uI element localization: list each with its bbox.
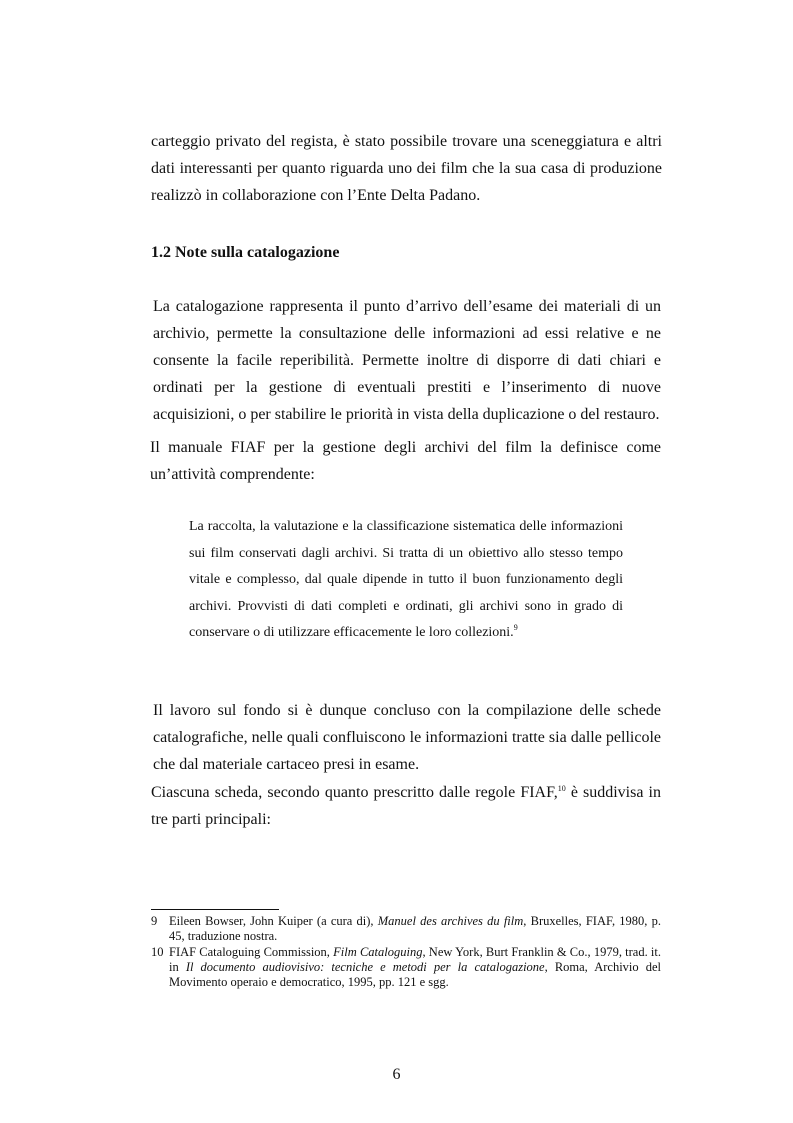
footnote-9	[151, 914, 661, 944]
page-number: 6	[392, 1066, 401, 1083]
footnote-separator	[151, 909, 279, 910]
quote-text: La raccolta, la valutazione e la classificazione sistematica delle informazioni sui film conservati dagli archivi. Si tratta di un obiettivo allo stesso tempo vitale e complesso, dal quale dipende in tutto il buon funzionamento degli archivi. Provvisti di dati completi e ordinati, gli archivi sono in grado di conservare o di utilizzare efficacemente le loro collezioni.	[189, 519, 623, 640]
section-heading: 1.2 Note sulla catalogazione	[151, 244, 340, 261]
footnote-text	[169, 945, 661, 990]
footnote-ref-10[interactable]: 10	[557, 784, 566, 793]
footnote-title: Film Cataloguing	[333, 945, 423, 959]
footnote-text-part: , New York, Burt Franklin & Co., 1979, trad. it. in	[169, 945, 661, 974]
footnote-number: 10	[151, 945, 164, 959]
footnote-ref-9[interactable]: 9	[513, 623, 518, 632]
footnote-title: Il documento audiovisivo: tecniche e metodi per la catalogazione	[185, 960, 545, 974]
scheda-text-start: Ciascuna scheda, secondo quanto prescritto dalle regole FIAF,	[151, 784, 558, 801]
footnote-10	[151, 945, 661, 990]
catalog-paragraph: La catalogazione rappresenta il punto d’arrivo dell’esame dei materiali di un archivio, permette la consultazione delle informazioni ad essi relative e ne consente la facile reperibilità. Permette inoltre di disporre di dati chiari e ordinati per la gestione di eventuali prestiti e l’inserimento di nuove acquisizioni, o per stabilire le priorità in vista della duplicazione o del restauro.	[153, 298, 661, 423]
intro-paragraph: carteggio privato del regista, è stato possibile trovare una sceneggiatura e altri dati interessanti per quanto riguarda uno dei film che la sua casa di produzione realizzò in collaborazione con l’Ente Delta Padano.	[151, 133, 662, 204]
footnote-text-part: , Roma, Archivio del Movimento operaio e democratico, 1995, pp. 121 e sgg.	[169, 960, 662, 989]
footnote-text	[169, 914, 661, 944]
footnote-text-part: FIAF Cataloguing Commission,	[169, 945, 334, 959]
block-quote	[189, 514, 623, 647]
scheda-paragraph	[151, 779, 661, 833]
footnote-number: 9	[151, 914, 158, 928]
footnote-text-part: , Bruxelles, FIAF, 1980, p. 45, traduzione nostra.	[169, 914, 661, 943]
work-paragraph: Il lavoro sul fondo si è dunque concluso con la compilazione delle schede catalografiche, nelle quali confluiscono le informazioni tratte sia dalle pellicole che dal materiale cartaceo presi in esame.	[153, 702, 661, 773]
scheda-text-end: è suddivisa in tre parti principali:	[151, 784, 661, 828]
fiaf-manual-paragraph: Il manuale FIAF per la gestione degli archivi del film la definisce come un’attività comprendente:	[150, 439, 661, 483]
footnote-text-part: Eileen Bowser, John Kuiper (a cura di),	[169, 914, 378, 928]
footnote-title: Manuel des archives du film	[377, 914, 524, 928]
